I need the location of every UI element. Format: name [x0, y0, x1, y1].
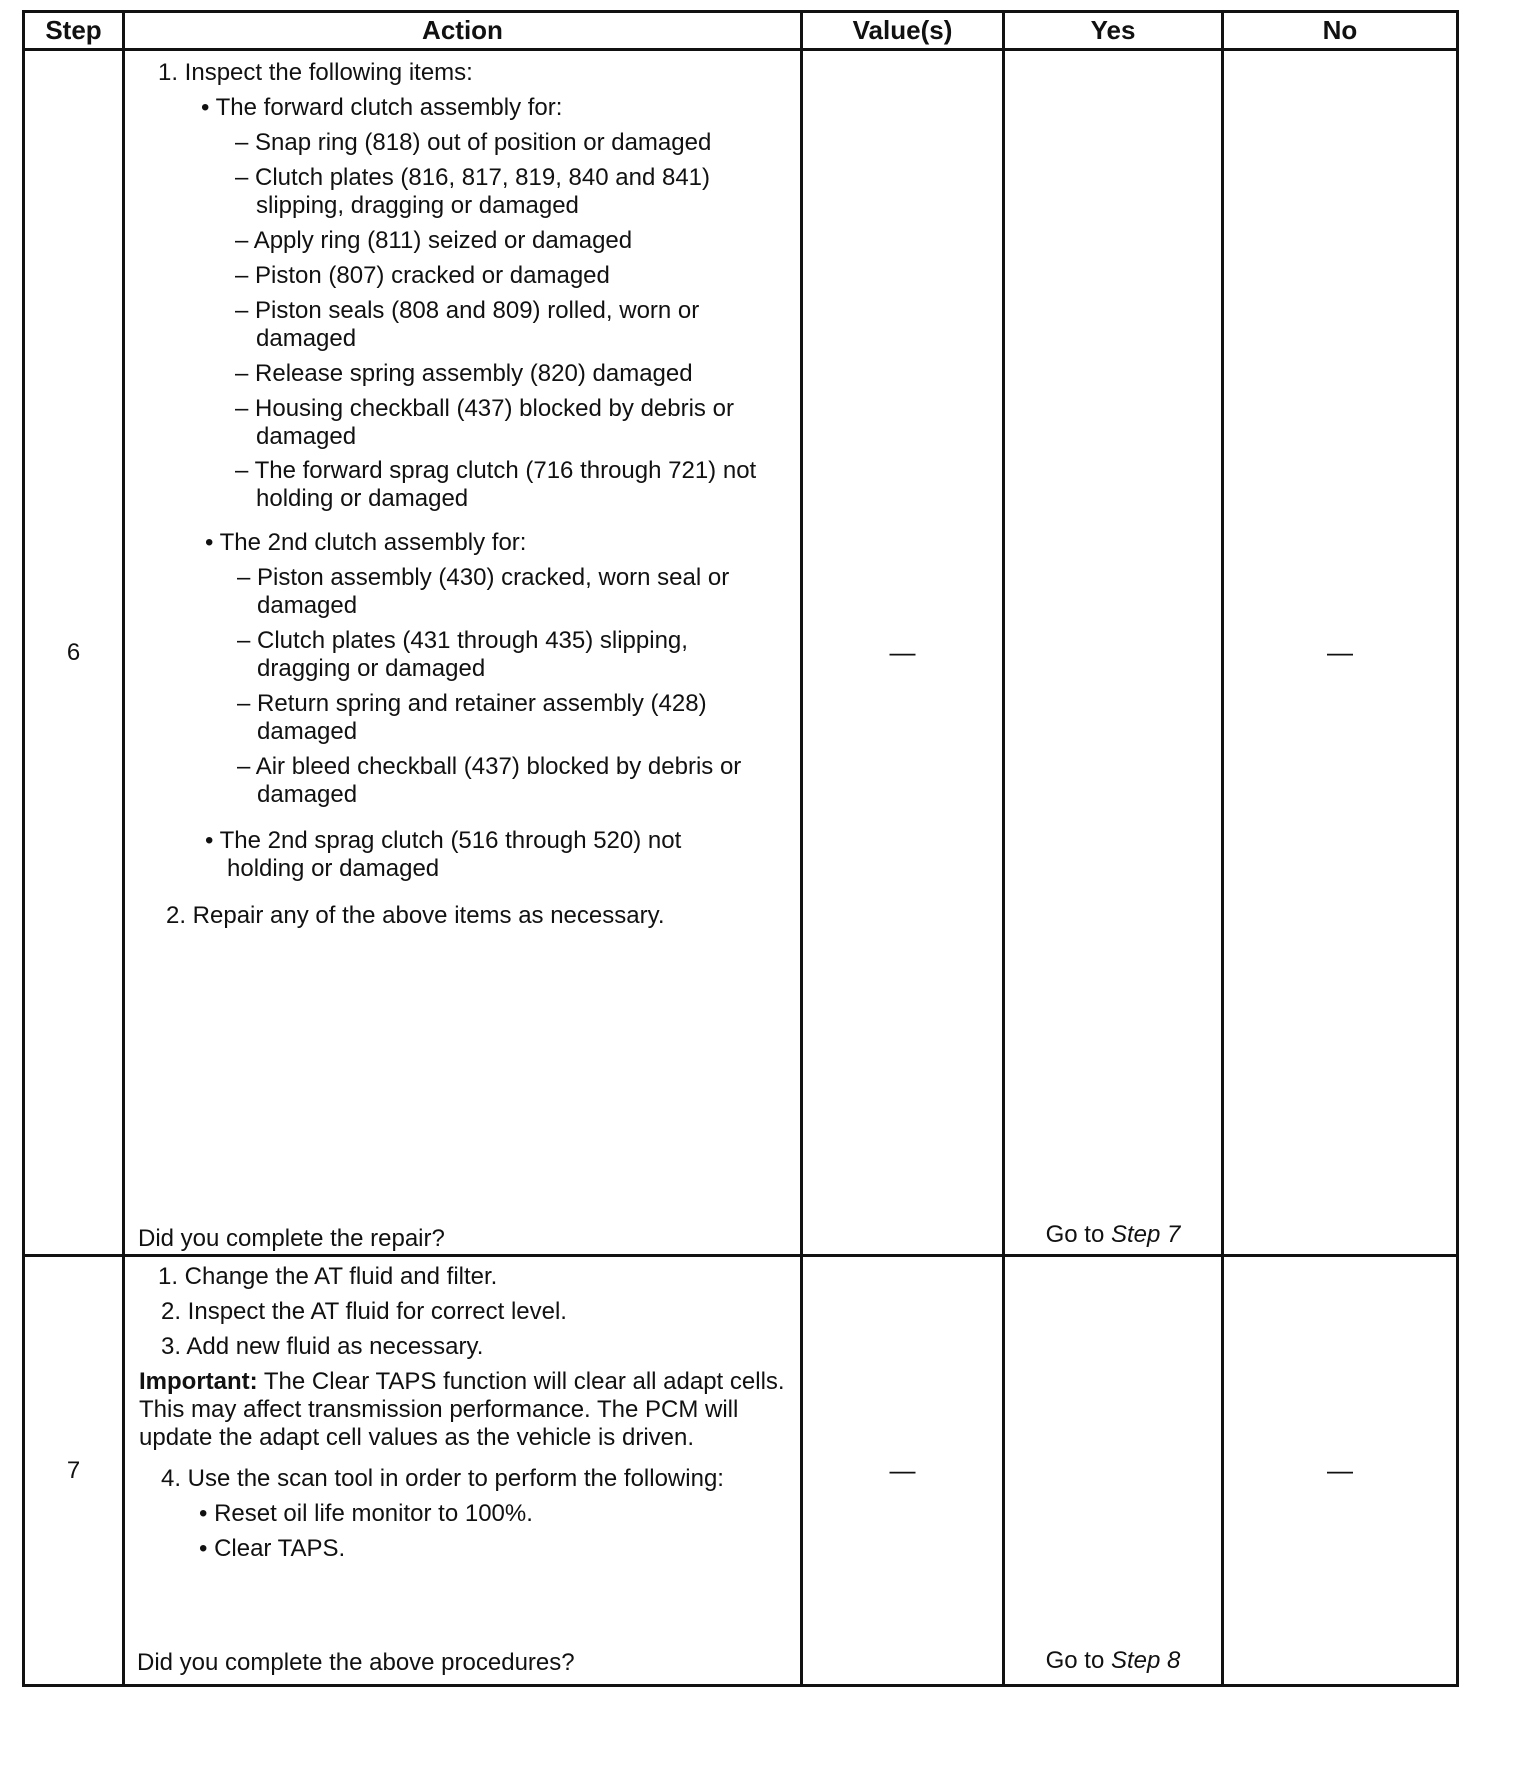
bullet-item: • Clear TAPS. — [199, 1535, 346, 1562]
sub-item-cont: holding or damaged — [256, 485, 469, 512]
sub-item: – Piston (807) cracked or damaged — [235, 262, 610, 289]
action-item: 1. Inspect the following items: — [158, 59, 473, 86]
question-text: Did you complete the repair? — [138, 1225, 445, 1252]
yes-cell — [1004, 1256, 1223, 1686]
yes-goto — [1005, 1647, 1221, 1675]
sub-item: – Air bleed checkball (437) blocked by debris or — [237, 753, 742, 780]
no-cell: — — [1223, 1256, 1458, 1686]
sub-item: – Release spring assembly (820) damaged — [235, 360, 693, 387]
action-item: 1. Change the AT fluid and filter. — [158, 1263, 498, 1290]
sub-item: – Snap ring (818) out of position or damaged — [235, 129, 712, 156]
important-note — [139, 1368, 801, 1452]
sub-item-cont: damaged — [257, 718, 358, 745]
sub-item-cont: slipping, dragging or damaged — [256, 192, 579, 219]
no-cell: — — [1223, 50, 1458, 1256]
header-row — [24, 12, 1458, 50]
bullet-item: • The 2nd sprag clutch (516 through 520) not — [205, 827, 682, 854]
sub-item-cont: dragging or damaged — [257, 655, 486, 682]
yes-cell — [1004, 50, 1223, 1256]
yes-prefix: Go to — [1045, 1647, 1105, 1674]
yes-prefix: Go to — [1045, 1221, 1105, 1248]
sub-item: – Apply ring (811) seized or damaged — [235, 227, 633, 254]
sub-item-cont: damaged — [257, 592, 358, 619]
sub-item: – The forward sprag clutch (716 through 721) not — [235, 457, 757, 484]
action-item: 2. Repair any of the above items as necessary. — [166, 902, 665, 929]
action-item: 3. Add new fluid as necessary. — [161, 1333, 484, 1360]
sub-item: – Return spring and retainer assembly (428) — [237, 690, 707, 717]
step-number: 6 — [24, 50, 124, 1256]
yes-goto — [1005, 1221, 1221, 1249]
header-no: No — [1223, 12, 1458, 50]
bullet-item: • Reset oil life monitor to 100%. — [199, 1500, 533, 1527]
header-action: Action — [124, 12, 802, 50]
header-yes: Yes — [1004, 12, 1223, 50]
value-cell: — — [802, 1256, 1004, 1686]
sub-item-cont: damaged — [257, 781, 358, 808]
sub-item: – Clutch plates (431 through 435) slipping, — [237, 627, 688, 654]
action-item: 2. Inspect the AT fluid for correct level. — [161, 1298, 567, 1325]
action-cell — [124, 1256, 802, 1686]
yes-step-link[interactable]: Step 8 — [1110, 1647, 1181, 1674]
diagnostic-table — [22, 10, 1459, 1687]
table-row-step-6 — [24, 50, 1458, 1256]
bullet-item: • The forward clutch assembly for: — [201, 94, 563, 121]
sub-item-cont: damaged — [256, 325, 357, 352]
sub-item: – Clutch plates (816, 817, 819, 840 and 841) — [235, 164, 711, 191]
bullet-item-cont: holding or damaged — [227, 855, 440, 882]
bullet-item: • The 2nd clutch assembly for: — [205, 529, 527, 556]
action-item: 4. Use the scan tool in order to perform the following: — [161, 1465, 724, 1492]
sub-item-cont: damaged — [256, 423, 357, 450]
important-text: The Clear TAPS function will clear all adapt cells. This may affect transmission performance. The PCM will update the adapt cell values as the vehicle is driven. — [139, 1368, 785, 1451]
value-cell: — — [802, 50, 1004, 1256]
step-number: 7 — [24, 1256, 124, 1686]
sub-item: – Piston assembly (430) cracked, worn seal or — [237, 564, 730, 591]
yes-step-link[interactable]: Step 7 — [1110, 1221, 1181, 1248]
action-cell — [124, 50, 802, 1256]
header-step: Step — [24, 12, 124, 50]
sub-item: – Housing checkball (437) blocked by debris or — [235, 395, 734, 422]
table-row-step-7 — [24, 1256, 1458, 1686]
question-text: Did you complete the above procedures? — [137, 1649, 575, 1676]
important-label: Important: — [139, 1368, 258, 1395]
header-values: Value(s) — [802, 12, 1004, 50]
sub-item: – Piston seals (808 and 809) rolled, worn or — [235, 297, 700, 324]
